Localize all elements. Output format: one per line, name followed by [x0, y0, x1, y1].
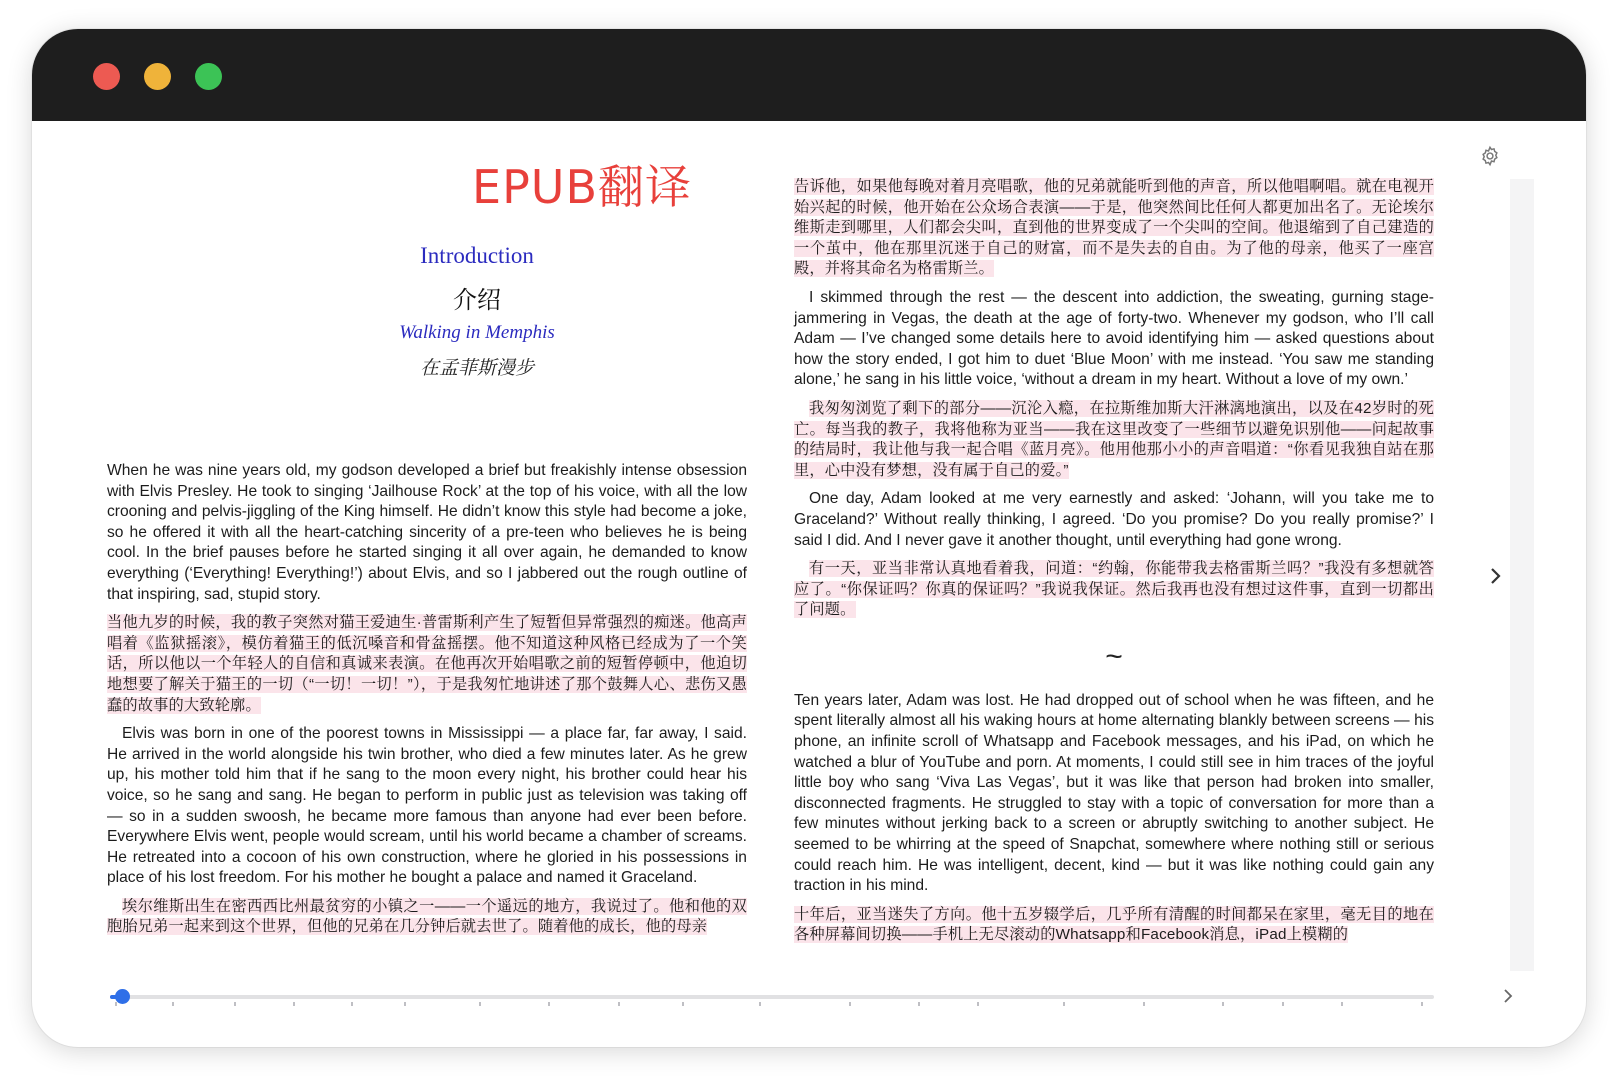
chapter-title-en: Introduction	[420, 243, 534, 268]
section-separator: ~	[1105, 639, 1123, 673]
chapter-tick	[351, 1002, 353, 1006]
paragraph-en: When he was nine years old, my godson developed a brief but freakishly intense obsession with Elvis Presley. He took to singing ‘Jailhouse Rock’ at the top of his voice, with all the low crooning and pelvis-jiggling of the King himself. He didn’t know this style had become a joke, so he offered it with all the heart-catching sincerity of a pre-teen who believes he is being cool. In the brief pauses before he started singing it all over again, he demanded to know everything (‘Everything! Everything!’) about Elvis, and so I jabbered out the rough outline of that inspiring, sad, stupid story.	[107, 462, 747, 603]
epub-translate-logo: EPUB翻译	[472, 160, 693, 214]
chapter-tick	[849, 1002, 851, 1006]
chapter-tick	[479, 1002, 481, 1006]
next-page-chevron-right-icon[interactable]	[1486, 561, 1506, 591]
chapter-tick	[548, 1002, 550, 1006]
chapter-tick	[1421, 1002, 1423, 1006]
maximize-window-button[interactable]	[195, 63, 222, 90]
chapter-tick	[977, 1002, 979, 1006]
paragraph-en: I skimmed through the rest — the descent into addiction, the sweating, gurning stage-jammering in Vegas, the death at the age of forty-two. Whenever my godson, who I’ll call Adam — I’ve changed some details here to avoid identifying him — asked questions about how the story ended, I got him to duet ‘Blue Moon’ with me instead. ‘You saw me standing alone,’ he sang in his little voice, ‘without a dream in my heart. Without a love of my own.’	[794, 288, 1434, 389]
paragraph-zh-translation: 当他九岁的时候，我的教子突然对猫王爱迪生·普雷斯利产生了短暂但异常强烈的痴迷。他高声唱着《监狱摇滚》，模仿着猫王的低沉嗓音和骨盆摇摆。他不知道这种风格已经成为了一个笑话，所以他以一个年轻人的自信和真诚来表演。在他再次开始唱歌之前的短暂停顿中，他迫切地想要了解关于猫王的一切（“一切！一切！”），于是我匆忙地讲述了那个鼓舞人心、悲伤又愚蠢的故事的大致轮廓。	[107, 614, 747, 714]
paragraph-zh-translation: 我匆匆浏览了剩下的部分——沉沦入瘾，在拉斯维加斯大汗淋漓地演出，以及在42岁时的死亡。每当我的教子，我将他称为亚当——我在这里改变了一些细节以避免识别他——问起故事的结局时，我让他与我一起合唱《蓝月亮》。他用他那小小的声音唱道：“你看见我独自站在那里，心中没有梦想，没有属于自己的爱。”	[794, 399, 1434, 479]
paragraph-zh-translation: 有一天，亚当非常认真地看着我，问道：“约翰，你能带我去格雷斯兰吗？”我没有多想就答应了。“你保证吗？你真的保证吗？”我说我保证。然后我再也没有想过这件事，直到一切都出了问题。	[794, 560, 1434, 619]
chapter-tick	[1222, 1002, 1224, 1006]
paragraph-zh-translation: 告诉他，如果他每晚对着月亮唱歌，他的兄弟就能听到他的声音，所以他唱啊唱。就在电视开始兴起的时候，他开始在公众场合表演——于是，他突然间比任何人都更加出名了。无论埃尔维斯走到哪里，人们都会尖叫，直到他的世界变成了一个尖叫的空间。他退缩到了自己建造的一个茧中，他在那里沉迷于自己的财富，而不是失去的自由。为了他的母亲，他买了一座宫殿，并将其命名为格雷斯兰。	[794, 178, 1434, 278]
chapter-tick	[918, 1002, 920, 1006]
settings-gear-icon[interactable]	[1479, 145, 1501, 167]
chapter-tick	[759, 1002, 761, 1006]
chapter-tick	[618, 1002, 620, 1006]
progress-track[interactable]	[110, 995, 1434, 999]
chapter-tick	[293, 1002, 295, 1006]
title-bar	[32, 29, 1586, 121]
chapter-tick	[682, 1002, 684, 1006]
left-page-text	[107, 461, 747, 946]
next-chapter-chevron-right-icon[interactable]	[1498, 982, 1518, 1010]
chapter-tick	[172, 1002, 174, 1006]
paragraph-zh-translation: 十年后，亚当迷失了方向。他十五岁辍学后，几乎所有清醒的时间都呆在家里，毫无目的地在各种屏幕间切换——手机上无尽滚动的Whatsapp和Facebook消息，iPad上模糊的	[794, 905, 1434, 944]
chapter-tick	[115, 1002, 117, 1006]
paragraph-zh-translation: 埃尔维斯出生在密西西比州最贫穷的小镇之一——一个遥远的地方，我说过了。他和他的双胞胎兄弟一起来到这个世界，但他的兄弟在几分钟后就去世了。随着他的成长，他的母亲	[107, 897, 747, 936]
close-window-button[interactable]	[93, 63, 120, 90]
chapter-tick	[234, 1002, 236, 1006]
app-window	[32, 29, 1586, 1047]
paragraph-en: One day, Adam looked at me very earnestly and asked: ‘Johann, will you take me to Graceland?’ Without really thinking, I agreed. ‘Do you promise? Do you really promise?’ I said I did. And I never gave it another thought, until everything had gone wrong.	[794, 490, 1434, 549]
chapter-tick	[1282, 1002, 1284, 1006]
paragraph-en: Elvis was born in one of the poorest towns in Mississippi — a place far, far away, I said. He arrived in the world alongside his twin brother, who died a few minutes later. As he grew up, his mother told him that if he sang to the moon every night, his brother could hear his voice, so he sang and sang. He began to perform in public just as television was taking off — so in a sudden swoosh, he became more famous than anyone had ever been before. Everywhere Elvis went, people would scream, until his world became a chamber of screams. He retreated into a cocoon of his own construction, where he gloried in his possessions in place of his lost freedom. For his mother he bought a palace and named it Graceland.	[107, 725, 747, 887]
minimize-window-button[interactable]	[144, 63, 171, 90]
chapter-tick	[1143, 1002, 1145, 1006]
reading-progress-slider[interactable]	[110, 992, 1434, 1004]
right-page-text	[794, 177, 1434, 954]
page-side-gutter	[1510, 179, 1534, 971]
chapter-subtitle-zh: 在孟菲斯漫步	[419, 357, 534, 379]
chapter-tick	[404, 1002, 406, 1006]
chapter-tick	[1341, 1002, 1343, 1006]
paragraph-en: Ten years later, Adam was lost. He had dropped out of school when he was fifteen, and he spent literally almost all his waking hours at home alternating blankly between screens — his phone, an infinite scroll of Whatsapp and Facebook messages, and his iPad, on which he watched a blur of YouTube and porn. At moments, I could still see in him traces of the joyful little boy who sang ‘Viva Las Vegas’, but it was like that person had broken into smaller, disconnected fragments. He struggled to stay with a topic of conversation for more than a few minutes without jerking back to a screen or abruptly switching to another subject. He seemed to be whirring at the speed of Snapchat, somewhere where nothing still or serious could reach him. He was intelligent, decent, kind — but it was like nothing could gain any traction in his mind.	[794, 691, 1434, 895]
chapter-tick	[1063, 1002, 1065, 1006]
chapter-title-zh: 介绍	[453, 286, 501, 314]
chapter-subtitle-en: Walking in Memphis	[399, 322, 555, 343]
